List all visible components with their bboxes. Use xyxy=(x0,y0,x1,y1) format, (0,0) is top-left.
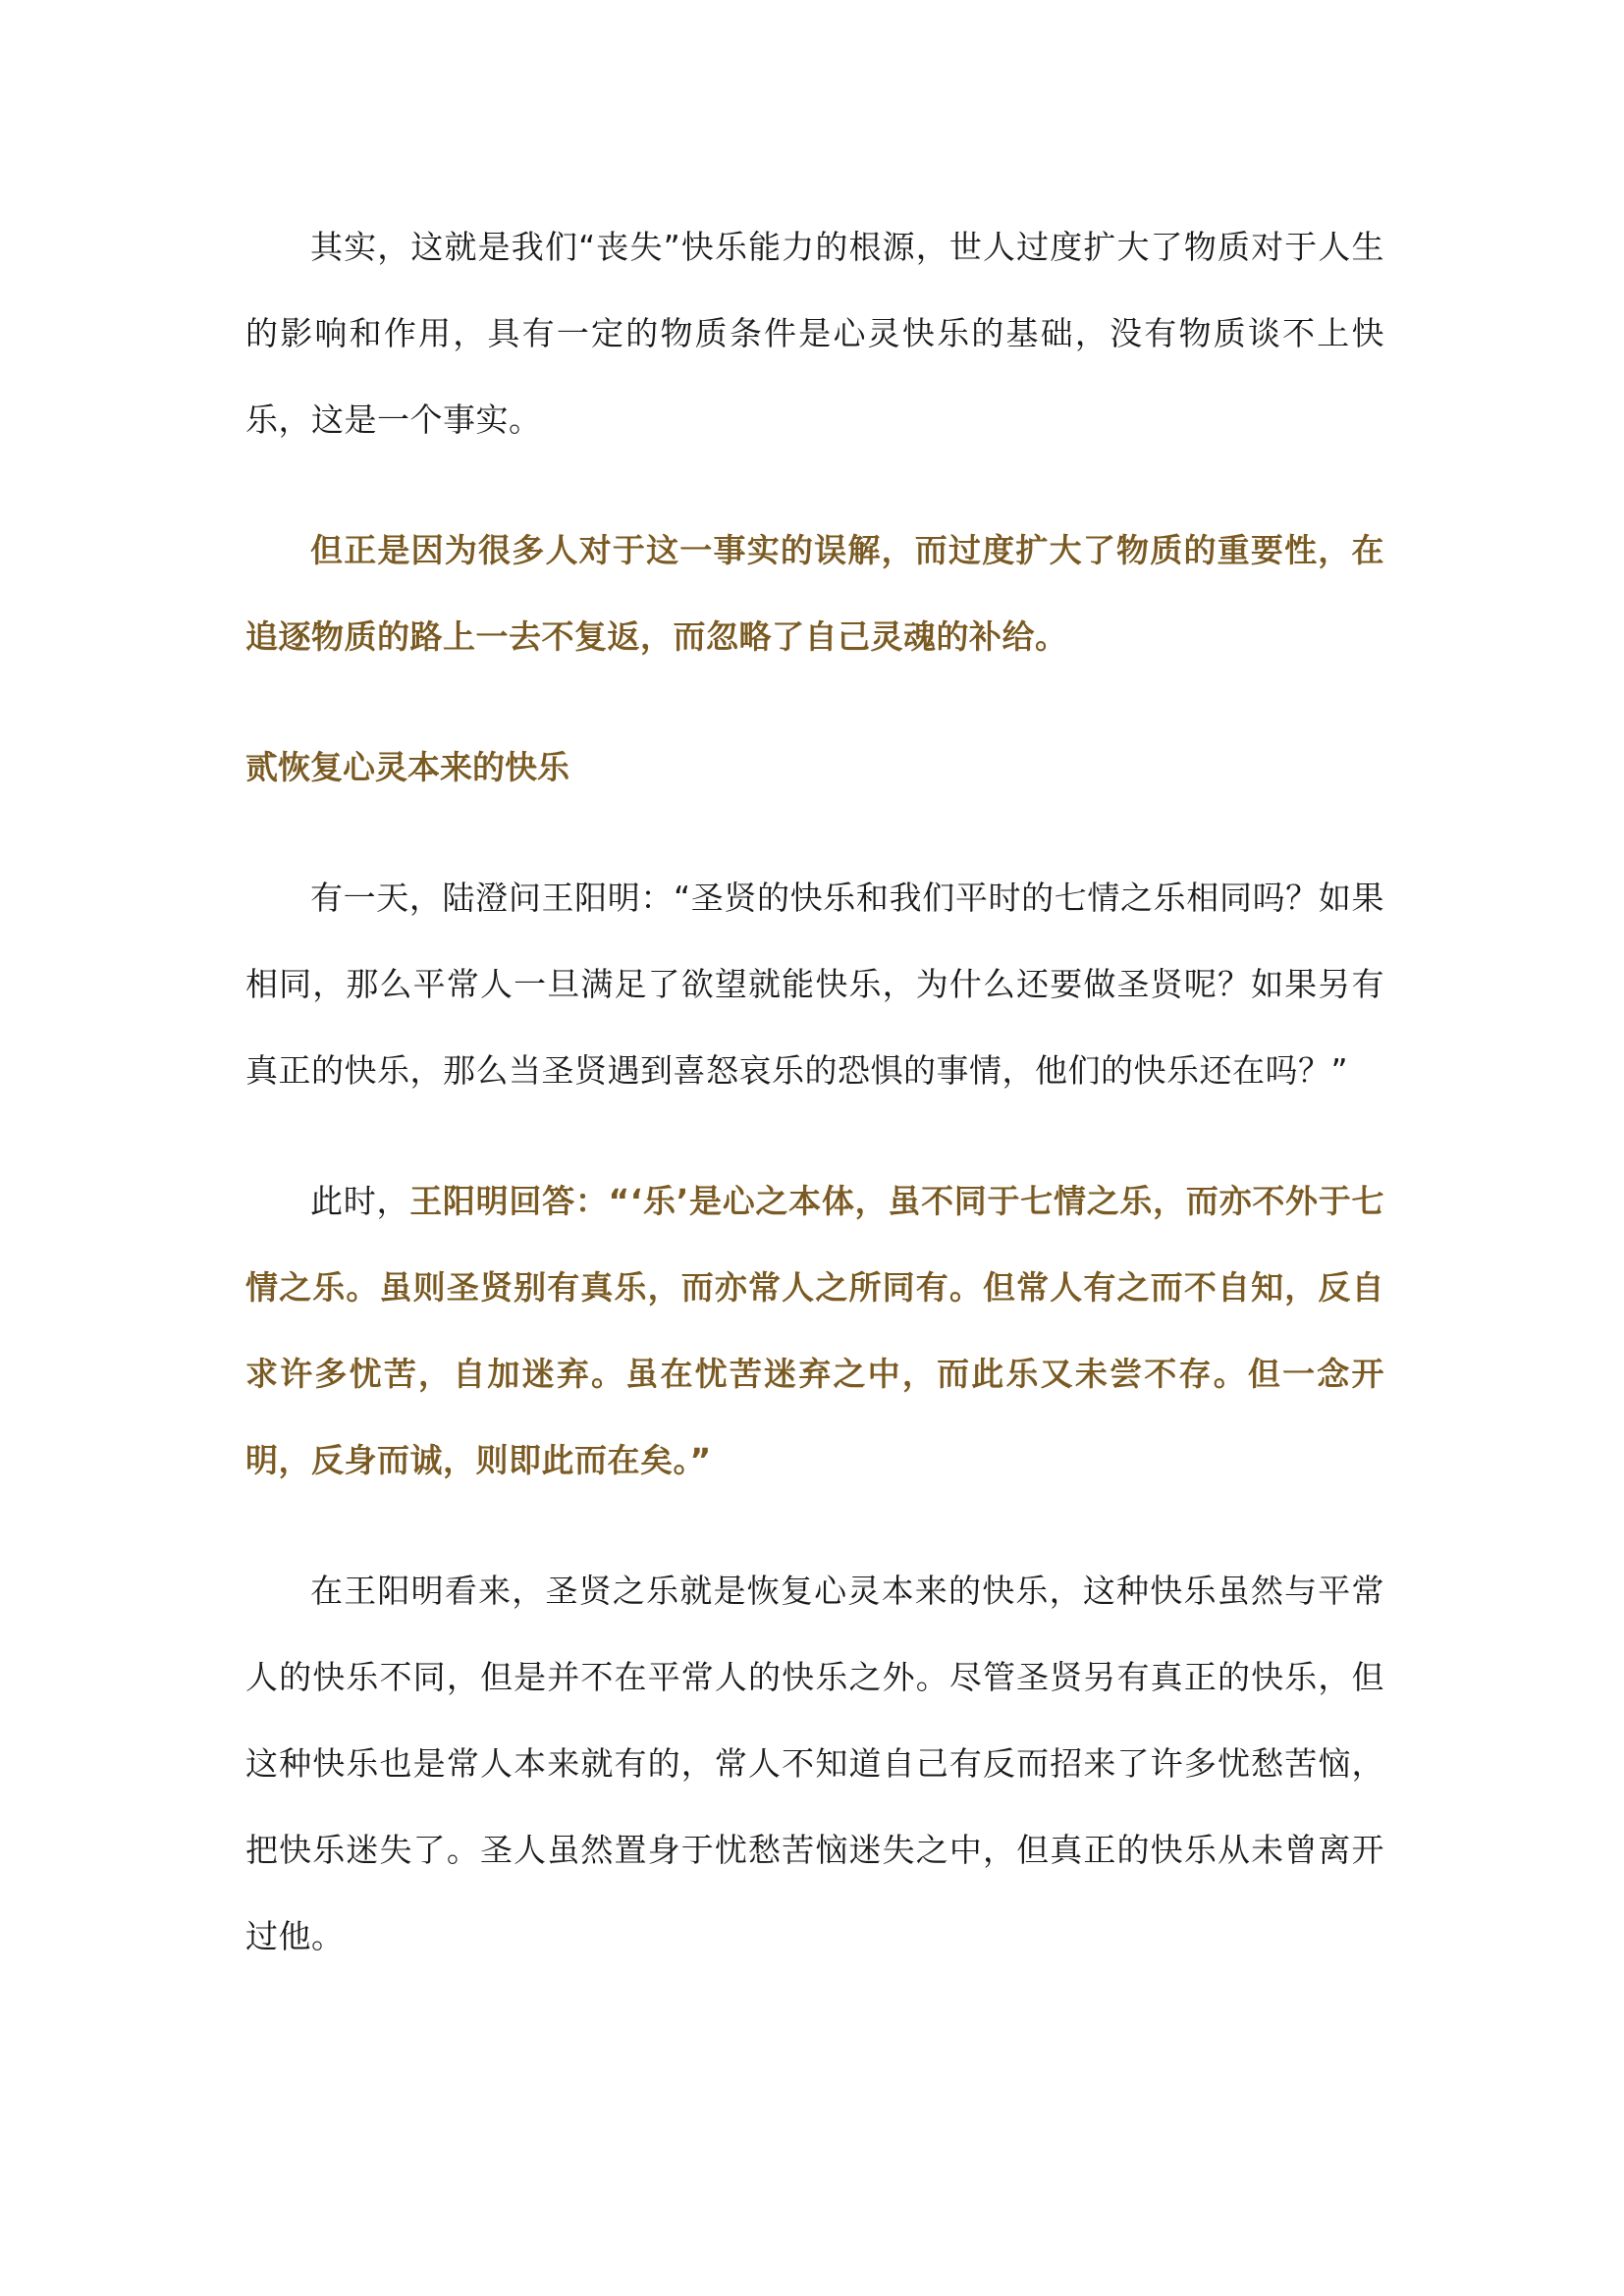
paragraph-2-highlight: 但正是因为很多人对于这一事实的误解，而过度扩大了物质的重要性，在追逐物质的路上一去不复返，而忽略了自己灵魂的补给。 xyxy=(245,531,1384,656)
paragraph-4 xyxy=(245,1158,1384,1504)
paragraph-1: 其实，这就是我们“丧失”快乐能力的根源，世人过度扩大了物质对于人生的影响和作用，具有一定的物质条件是心灵快乐的基础，没有物质谈不上快乐，这是一个事实。 xyxy=(245,228,1384,439)
section-heading: 贰恢复心灵本来的快乐 xyxy=(245,748,569,786)
paragraph-4-lead: 此时， xyxy=(310,1182,410,1220)
document-page xyxy=(245,204,1384,1980)
paragraph-3: 有一天，陆澄问王阳明：“圣贤的快乐和我们平时的七情之乐相同吗？如果相同，那么平常人一旦满足了欲望就能快乐，为什么还要做圣贤呢？如果另有真正的快乐，那么当圣贤遇到喜怒哀乐的恐惧的事情，他们的快乐还在吗？” xyxy=(245,879,1384,1090)
paragraph-4-quote: 王阳明回答：“‘乐’是心之本体，虽不同于七情之乐，而亦不外于七情之乐。虽则圣贤别有真乐，而亦常人之所同有。但常人有之而不自知，反自求许多忧苦，自加迷弃。虽在忧苦迷弃之中，而此乐又未尝不存。但一念开明，反身而诚，则即此而在矣。” xyxy=(245,1182,1385,1479)
paragraph-5: 在王阳明看来，圣贤之乐就是恢复心灵本来的快乐，这种快乐虽然与平常人的快乐不同，但是并不在平常人的快乐之外。尽管圣贤另有真正的快乐，但这种快乐也是常人本来就有的，常人不知道自己有反而招来了许多忧愁苦恼，把快乐迷失了。圣人虽然置身于忧愁苦恼迷失之中，但真正的快乐从未曾离开过他。 xyxy=(245,1572,1384,1955)
